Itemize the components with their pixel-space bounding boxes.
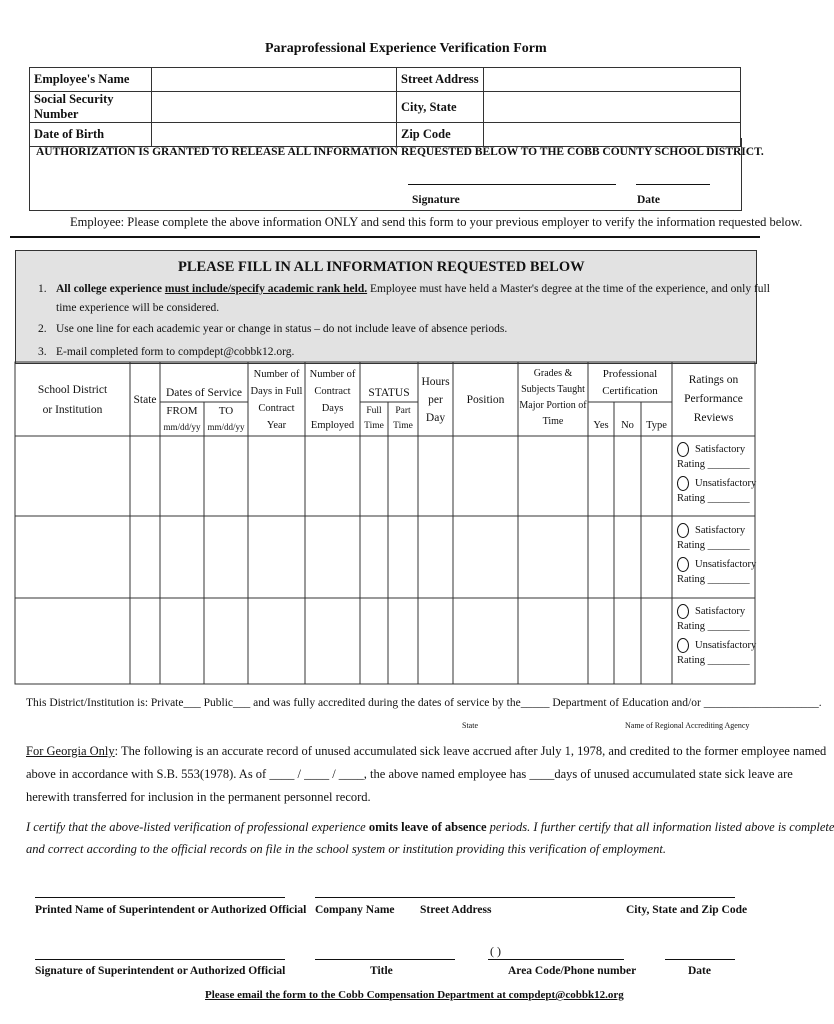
city-label: City, State and Zip Code [626, 904, 748, 916]
ssn-label: Social Security Number [30, 92, 152, 123]
georgia-line-2[interactable]: above in accordance with S.B. 553(1978). As of ____ / ____ / ____, the above named employee has ____days of unused accumulated state sick leave are [26, 767, 793, 781]
col-contract-2: Contract [314, 386, 351, 397]
instruction-1-bold: All college experience [56, 283, 163, 295]
col-school-1: School District [37, 384, 108, 396]
rating-blank[interactable]: Rating ________ [677, 621, 750, 632]
street-label: Street Address [420, 904, 492, 916]
rating-row-1 [677, 442, 756, 505]
authorization-text: AUTHORIZATION IS GRANTED TO RELEASE ALL INFORMATION REQUESTED BELOW TO THE COBB COUNTY SCHOOL DISTRICT. [36, 146, 764, 158]
rating-blank[interactable]: Rating ________ [677, 574, 750, 585]
phone-line[interactable] [488, 959, 624, 960]
col-grades [518, 367, 588, 429]
area-code-paren[interactable]: ( ) [490, 944, 501, 958]
satisfactory-label: Satisfactory [695, 443, 746, 455]
certify-line-1 [26, 820, 834, 835]
col-certification [588, 367, 672, 398]
city-state-label: City, State [397, 92, 484, 123]
satisfactory-option[interactable] [677, 442, 756, 457]
rating-row-2 [677, 523, 756, 586]
unsatisfactory-label: Unsatisfactory [695, 477, 757, 489]
unsatisfactory-option[interactable] [677, 638, 756, 653]
col-days-full [248, 368, 305, 436]
col-full-1: Full [366, 406, 382, 416]
col-status: STATUS [368, 387, 410, 399]
email-note: Please email the form to the Cobb Compensation Department at compdept@cobbk12.org [205, 989, 624, 1001]
agency-caption: Name of Regional Accrediting Agency [625, 721, 750, 730]
col-contract-3: Days [321, 403, 344, 414]
title-label: Title [370, 965, 393, 977]
certify-bold: omits leave of absence [368, 820, 487, 834]
section-heading: PLEASE FILL IN ALL INFORMATION REQUESTED BELOW [178, 259, 585, 275]
unsatisfactory-option[interactable] [677, 476, 756, 491]
radio-circle-icon[interactable] [677, 442, 689, 457]
col-to: TO [218, 405, 234, 417]
rating-blank[interactable]: Rating ________ [677, 540, 750, 551]
col-contract [305, 368, 360, 436]
instruction-1-underlined: must include/specify academic rank held. [164, 283, 368, 295]
signature-official-line[interactable] [35, 959, 285, 960]
col-state: State [133, 394, 157, 406]
instruction-1-num: 1. [38, 283, 47, 295]
col-part-time [388, 404, 418, 433]
certify-line-2: and correct according to the official records on file in the school system or institution providing this verification of employment. [26, 842, 666, 856]
unsatisfactory-option[interactable] [677, 557, 756, 572]
col-ratings-2: Performance [684, 393, 743, 405]
col-position: Position [466, 394, 505, 406]
col-grades-4: Time [542, 416, 564, 427]
signature-official-label: Signature of Superintendent or Authorized Official [35, 965, 286, 977]
col-full-2: Time [364, 421, 384, 431]
zip-label: Zip Code [397, 123, 484, 147]
col-school-2: or Institution [42, 404, 103, 416]
radio-circle-icon[interactable] [677, 604, 689, 619]
col-dates: Dates of Service [166, 387, 242, 399]
col-to-format: mm/dd/yy [207, 422, 245, 432]
georgia-text-1: : The following is an accurate record of unused accumulated sick leave accrued after July 1, 1978, and credited to the former employee named [114, 744, 827, 758]
satisfactory-label: Satisfactory [695, 524, 746, 536]
radio-circle-icon[interactable] [677, 638, 689, 653]
title-line[interactable] [315, 959, 455, 960]
radio-circle-icon[interactable] [677, 476, 689, 491]
col-part-1: Part [395, 406, 411, 416]
col-hours-1: Hours [421, 376, 450, 388]
col-hours [418, 375, 453, 425]
instruction-1-line2: time experience will be considered. [56, 302, 220, 314]
col-full-time [360, 404, 388, 433]
instruction-3-num: 3. [38, 346, 47, 358]
footer-date-line[interactable] [665, 959, 735, 960]
col-contract-4: Employed [310, 420, 355, 431]
col-yes: Yes [593, 420, 609, 431]
instruction-1-rest: Employee must have held a Master's degree at the time of the experience, and only full [369, 283, 770, 295]
certify-part-2: periods. I further certify that all information listed above is complete [486, 820, 834, 834]
employee-note: Employee: Please complete the above information ONLY and send this form to your previous employer to verify the information requested below. [70, 215, 803, 229]
col-no: No [621, 420, 634, 431]
col-days-full-1: Number of [253, 369, 300, 380]
col-type: Type [646, 420, 667, 431]
col-grades-1: Grades & [533, 368, 573, 379]
col-hours-2: per [428, 394, 443, 406]
radio-circle-icon[interactable] [677, 523, 689, 538]
instruction-3-text: E-mail completed form to compdept@cobbk12.org. [56, 346, 295, 358]
col-from-format: mm/dd/yy [163, 422, 201, 432]
col-from: FROM [166, 405, 198, 417]
company-line[interactable] [315, 897, 735, 898]
certify-part-1: I certify that the above-listed verification of professional experience [26, 820, 369, 834]
satisfactory-option[interactable] [677, 523, 756, 538]
unsatisfactory-label: Unsatisfactory [695, 639, 757, 651]
rating-blank[interactable]: Rating ________ [677, 493, 750, 504]
georgia-lead: For Georgia Only [26, 744, 115, 758]
satisfactory-label: Satisfactory [695, 605, 746, 617]
col-days-full-4: Year [266, 420, 287, 431]
accreditation-statement[interactable]: This District/Institution is: Private___ Public___ and was fully accredited during the dates of service by the_____ Department of Education and/or ____________________. [26, 697, 822, 709]
rating-row-3 [677, 604, 756, 667]
col-grades-3: Major Portion of [519, 400, 587, 411]
rating-blank[interactable]: Rating ________ [677, 459, 750, 470]
employee-name-label: Employee's Name [30, 68, 152, 92]
satisfactory-option[interactable] [677, 604, 756, 619]
col-days-full-3: Contract [258, 403, 295, 414]
unsatisfactory-label: Unsatisfactory [695, 558, 757, 570]
signature-label: Signature [412, 194, 460, 206]
col-grades-2: Subjects Taught [521, 384, 585, 395]
col-days-full-2: Days in Full [250, 386, 303, 397]
col-ratings-1: Ratings on [688, 374, 739, 386]
radio-circle-icon[interactable] [677, 557, 689, 572]
street-address-label: Street Address [397, 68, 484, 92]
form-title: Paraprofessional Experience Verification Form [265, 41, 547, 56]
georgia-line-1 [26, 744, 826, 759]
rating-blank[interactable]: Rating ________ [677, 655, 750, 666]
col-ratings [672, 373, 755, 425]
company-label: Company Name [315, 904, 395, 916]
georgia-line-3: herewith transferred for inclusion in the permanent personnel record. [26, 790, 371, 804]
dob-label: Date of Birth [30, 123, 152, 147]
col-part-2: Time [393, 421, 413, 431]
state-caption: State [462, 721, 478, 730]
printed-name-line[interactable] [35, 897, 285, 898]
col-ratings-3: Reviews [693, 412, 734, 424]
col-cert-2: Certification [602, 385, 658, 397]
instruction-2-num: 2. [38, 323, 47, 335]
col-hours-3: Day [425, 412, 446, 424]
col-contract-1: Number of [309, 369, 356, 380]
printed-name-label: Printed Name of Superintendent or Authorized Official [35, 904, 307, 916]
phone-label: Area Code/Phone number [508, 965, 637, 977]
date-label: Date [637, 194, 660, 206]
instruction-2-text: Use one line for each academic year or change in status – do not include leave of absence periods. [56, 323, 508, 335]
col-cert-1: Professional [602, 368, 658, 380]
footer-date-label: Date [688, 965, 711, 977]
